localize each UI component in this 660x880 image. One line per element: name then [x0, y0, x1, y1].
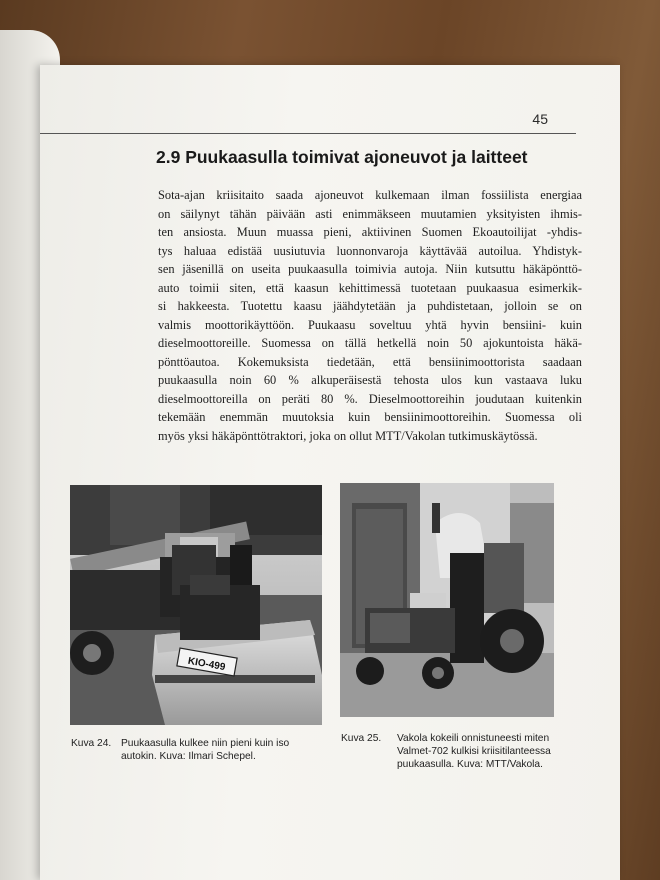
caption-line: puukaasulla. Kuva: MTT/Vakola.: [397, 759, 543, 770]
figure-25-caption-text: [397, 732, 551, 771]
body-line: tekemään enemmän muutoksia kuin bensiinimoottoreihin. Suomessa oli: [158, 410, 582, 424]
body-line: on säilynyt tähän päivään asti enimmäkseen muutamien yksityisten ihmis-: [158, 206, 582, 221]
body-line: sen jäsenillä on useita puukaasulla toimivia autoja. Niin kutsuttu häkäpönttö-: [158, 262, 582, 276]
body-line: auto toimii siten, että kaasun kehittimessä tuotetaan puukaasua esimerkik-: [158, 280, 582, 295]
figure-24-caption: [71, 737, 331, 767]
figure-24-label: Kuva 24.: [71, 738, 112, 749]
figure-25-caption: [341, 732, 571, 774]
body-paragraph: [158, 186, 582, 445]
caption-line: autokin. Kuva: Ilmari Schepel.: [121, 751, 256, 762]
section-title: 2.9 Puukaasulla toimivat ajoneuvot ja laitteet: [156, 147, 528, 167]
figure-25-photo: [340, 483, 554, 717]
body-line: myös yksi häkäpönttötraktori, joka on ollut MTT/Vakolan tutkimuskäytössä.: [158, 428, 538, 443]
body-line: si hakkeesta. Tuotettu kaasu jäähdytetään ja puhdistetaan, jolloin se on: [158, 299, 582, 313]
body-line: tys haluaa edistää uusiutuvia luonnonvaroja käyttävää autoilua. Yhdistyk-: [158, 243, 582, 258]
license-plate: KIO-499: [186, 655, 227, 674]
header-rule: [40, 133, 576, 134]
body-line: dieselmoottoreille. Suomessa on tällä hetkellä noin 50 ajokuntoista häkä-: [158, 336, 582, 350]
book-page: [40, 65, 620, 880]
figure-24-caption-text: [121, 737, 289, 763]
caption-line: Vakola kokeili onnistuneesti miten: [397, 733, 550, 744]
body-line: valmis moottorikäyttöön. Puukaasu soveltuu yhtä hyvin bensiini- kuin: [158, 317, 582, 332]
body-line: puukaasulla noin 60 % alkuperäisestä tehosta ulos kun vastaava luku: [158, 373, 582, 387]
body-line: dieselmoottoreilla on peräti 80 %. Dieselmoottoreihin joudutaan kuitenkin: [158, 391, 582, 406]
figure-24-photo: [70, 485, 322, 725]
page-number: 45: [532, 111, 548, 127]
caption-line: Puukaasulla kulkee niin pieni kuin iso: [121, 738, 290, 749]
body-line: Sota-ajan kriisitaito saada ajoneuvot kulkemaan ilman fossiilista energiaa: [158, 188, 582, 202]
body-line: ten ansiosta. Muun muassa pieni, aktiivinen Suomen Ekoautoilijat -yhdis-: [158, 225, 582, 239]
caption-line: Valmet-702 kulkisi kriisitilanteessa: [397, 746, 551, 757]
body-line: pönttöautoa. Kokemuksista tiedetään, että bensiinimoottorista saadaan: [158, 354, 582, 369]
figure-25-label: Kuva 25.: [341, 733, 382, 744]
